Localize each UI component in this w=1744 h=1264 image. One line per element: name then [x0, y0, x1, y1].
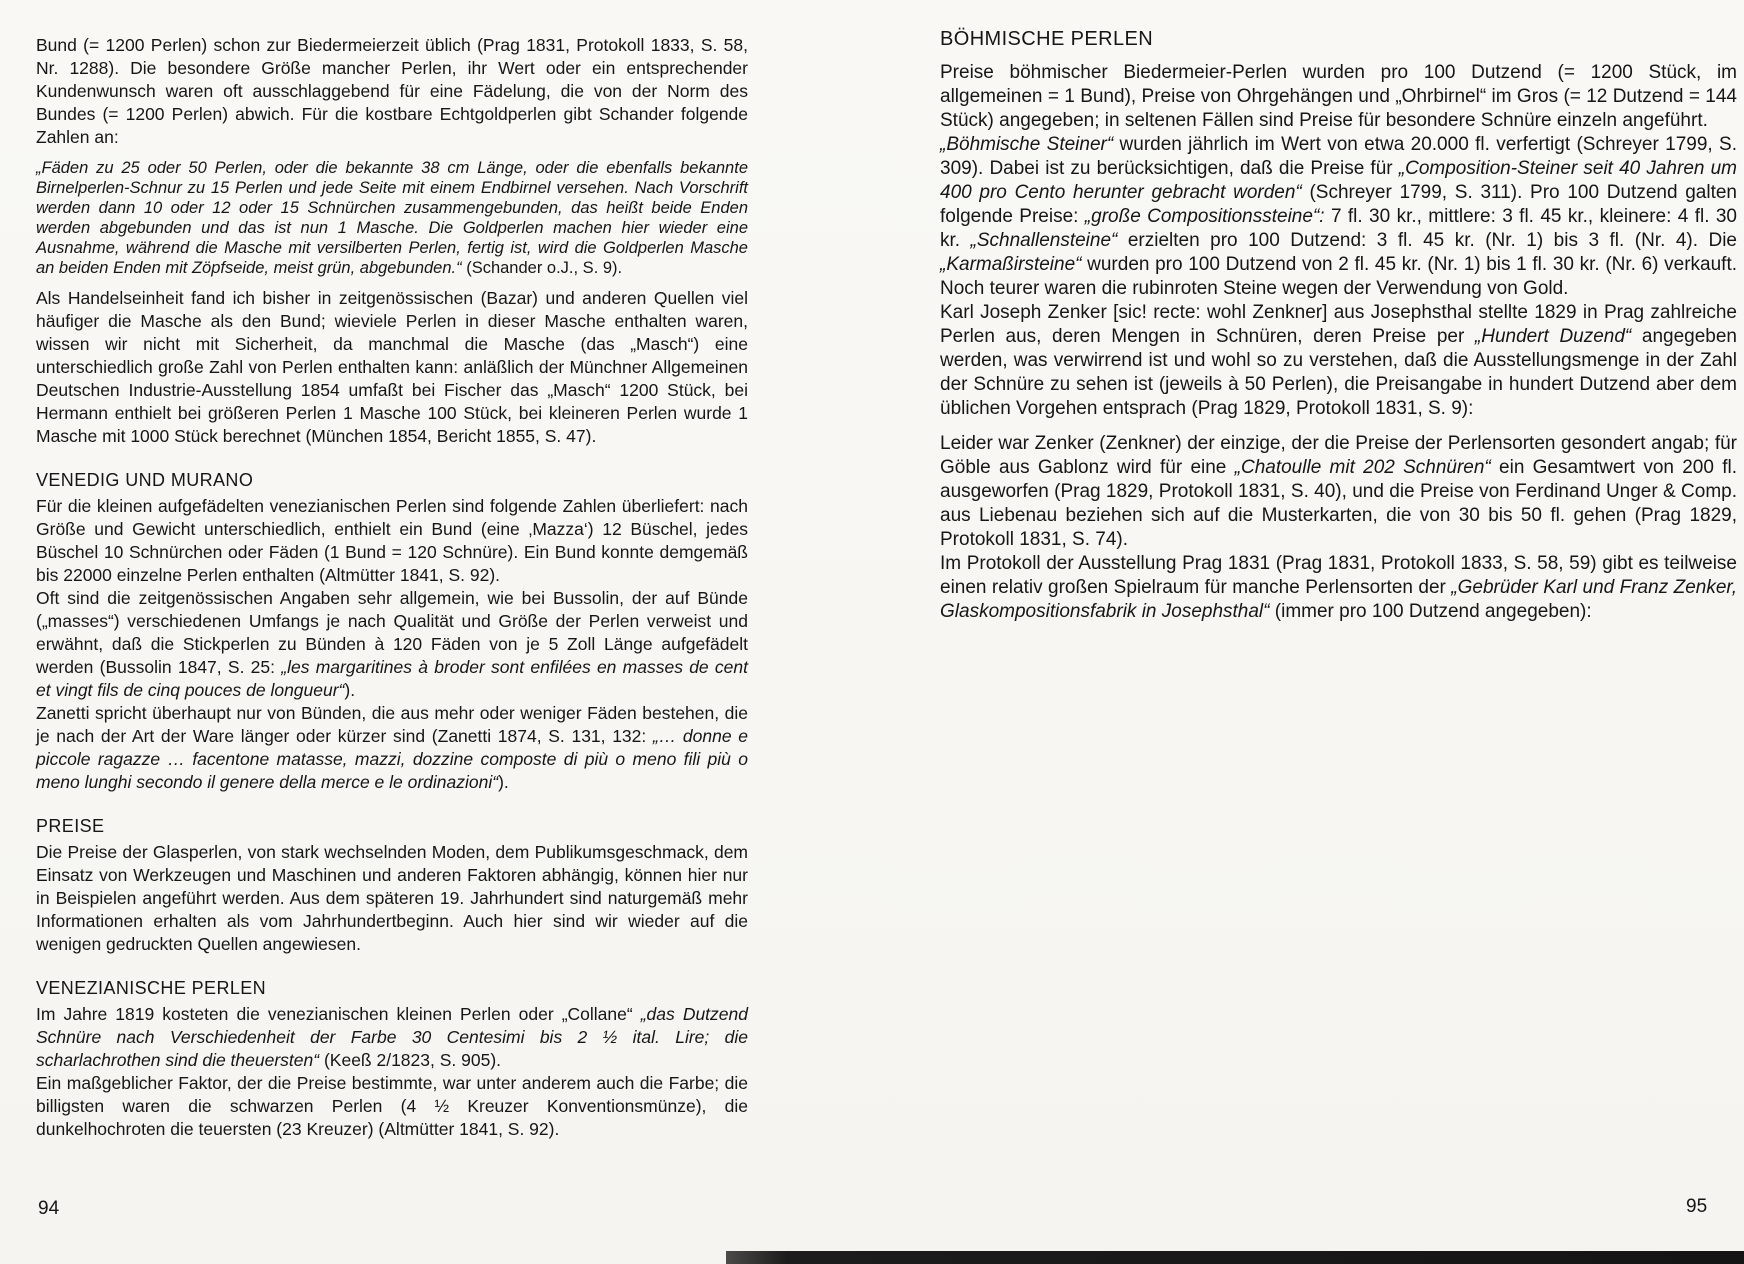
italic-quote-segment: „Fäden zu 25 oder 50 Perlen, oder die bekannte 38 cm Länge, oder die ebenfalls bekannte Birnelperlen-Schnur zu 15 Perlen und jede Seite mit einem Endbirnel versehen. Nach Vorschrift werden dann 10 oder 12 oder 15 Schnürchen zusammengebunden, das heißt beide Enden werden abgebunden und das ist nun 1 Masche. Die Goldperlen machen hier wieder eine Ausnahme, während die Masche mit versilberten Perlen, fertig ist, wird die Goldperlen Masche an beiden Enden mit Zöpfseide, meist grün, abgebunden.“ [36, 159, 748, 277]
italic-quote-segment: „Böhmische Steiner“ [940, 134, 1114, 155]
page-94 [36, 34, 748, 1141]
text-segment: Preise böhmischer Biedermeier-Perlen wurden pro 100 Dutzend (= 1200 Stück, im allgemeinen = 1 Bund), Preise von Ohrgehängen und „Ohrbirnel“ im Gros (= 12 Dutzend = 144 Stück) angegeben; in seltenen Fällen sind Preise für besondere Schnüre einzeln angeführt. [940, 62, 1737, 131]
text-segment: (Schander o.J., S. 9). [461, 259, 623, 277]
paragraph-karl-joseph-zenker [940, 301, 1737, 421]
text-segment: Karl Joseph Zenker [sic! recte: wohl Zenkner] aus Josephsthal stellte 1829 in Prag zahlreiche Perlen aus, deren Mengen in Schnüren, deren Preise per [940, 302, 1737, 347]
text-segment: ). [344, 680, 356, 700]
paragraph-boehmische-steiner [940, 133, 1737, 301]
blockquote-schander [36, 158, 748, 278]
italic-quote-segment: „Gebrüder Karl und Franz Zenker, Glaskompositionsfabrik in Josephsthal“ [940, 577, 1737, 622]
paragraph-bussolin [36, 587, 748, 702]
text-segment: ein Gesamtwert von 200 fl. ausgeworfen (Prag 1829, Protokoll 1831, S. 40), und die Preise von Ferdinand Unger & Comp. aus Liebenau beziehen sich auf die Musterkarten, die von 30 bis 50 fl. gehen (Prag 1829, Protokoll 1831, S. 74). [940, 457, 1737, 550]
italic-quote-segment: „les margaritines à broder sont enfilées en masses de cent et vingt fils de cinq pouces de longueur“ [36, 657, 748, 700]
italic-quote-segment: „Hundert Duzend“ [1474, 326, 1632, 347]
paragraph-collane-1819 [36, 1003, 748, 1072]
page-number-right: 95 [1686, 1196, 1708, 1217]
text-segment: (Keeß 2/1823, S. 905). [319, 1050, 502, 1070]
text-segment: Die Preise der Glasperlen, von stark wechselnden Moden, dem Publikumsgeschmack, dem Einsatz von Werkzeugen und Maschinen und anderen Faktoren abhängig, können hier nur in Beispielen angeführt werden. Aus dem späteren 19. Jahrhundert sind naturgemäß mehr Informationen erhalten als vom Jahrhundertbeginn. Auch hier sind wir wieder auf die wenigen gedruckten Quellen angewiesen. [36, 842, 748, 954]
heading-venezianische-perlen: VENEZIANISCHE PERLEN [36, 978, 267, 998]
page-number-left: 94 [38, 1198, 60, 1219]
text-segment: wurden jährlich im Wert von etwa 20.000 fl. verfertigt (Schreyer 1799, S. 309). Dabei ist zu berücksichtigen, daß die Preise für [940, 134, 1737, 179]
text-segment: Leider war Zenker (Zenkner) der einzige, der die Preise der Perlensorten gesondert angab; für Göble aus Gablonz wird für eine [940, 433, 1737, 478]
italic-quote-segment: „Composition-Steiner seit 40 Jahren um 400 pro Cento herunter gebracht worden“ [940, 158, 1738, 203]
text-segment: (immer pro 100 Dutzend angegeben): [1269, 601, 1592, 622]
paragraph-protokoll-1831 [940, 552, 1737, 624]
page-95 [940, 28, 1737, 637]
text-segment: Bund (= 1200 Perlen) schon zur Biedermeierzeit üblich (Prag 1831, Protokoll 1833, S. 58, Nr. 1288). Die besondere Größe mancher Perlen, ihr Wert oder ein entsprechender Kundenwunsch waren oft ausschlaggebend für eine Fädelung, die von der Norm des Bundes (= 1200 Perlen) abwich. Für die kostbare Echtgoldperlen gibt Schander folgende Zahlen an: [36, 35, 748, 147]
heading-boehmische-perlen: BÖHMISCHE PERLEN [940, 28, 1154, 50]
text-segment: erzielten pro 100 Dutzend: 3 fl. 45 kr. (Nr. 1) bis 3 fl. (Nr. 4). Die [1117, 230, 1737, 251]
paragraph-preise-glasperlen [36, 841, 748, 956]
paragraph-handelseinheit-masche [36, 287, 748, 448]
text-segment: Zanetti spricht überhaupt nur von Bünden, die aus mehr oder weniger Fäden bestehen, die je nach der Art der Ware länger oder kürzer sind (Zanetti 1874, S. 131, 132: [36, 703, 748, 746]
text-segment: Ein maßgeblicher Faktor, der die Preise bestimmte, war unter anderem auch die Farbe; die billigsten waren die schwarzen Perlen (4 ½ Kreuzer Konventionsmünze), die dunkelhochroten die teuersten (23 Kreuzer) (Altmütter 1841, S. 92). [36, 1073, 748, 1139]
paragraph-zanetti [36, 702, 748, 794]
paragraph-preise-boehmischer-perlen [940, 61, 1737, 133]
heading-venedig-und-murano: VENEDIG UND MURANO [36, 470, 254, 490]
italic-quote-segment: „Schnallensteine“ [970, 230, 1118, 251]
text-segment: ). [498, 772, 509, 792]
text-segment: (Schreyer 1799, S. 311). Pro 100 Dutzend galten folgende Preise: [940, 182, 1737, 227]
italic-quote-segment: „Karmaßirsteine“ [940, 254, 1082, 275]
text-segment: Oft sind die zeitgenössischen Angaben sehr allgemein, wie bei Bussolin, der auf Bünde („masses“) verschiedenen Umfangs je nach Qualität und Größe der Perlen verweist und erwähnt, daß die Stickperlen zu Bünden à 120 Fäden von je 5 Zoll Länge aufgefädelt werden (Bussolin 1847, S. 25: [36, 588, 748, 677]
paragraph-leider-zenker [940, 432, 1737, 552]
italic-quote-segment: „das Dutzend Schnüre nach Verschiedenheit der Farbe 30 Centesimi bis 2 ½ ital. Lire; die scharlachrothen sind die theuersten“ [36, 1004, 748, 1070]
paragraph-venezianische-zahlen [36, 495, 748, 587]
text-segment: angegeben werden, was verwirrend ist und wohl so zu verstehen, daß die Ausstellungsmenge in der Zahl der Schnüre zu sehen ist (jeweils à 50 Perlen), die Preisangabe in hundert Dutzend aber dem üblichen Vorgehen entsprach (Prag 1829, Protokoll 1831, S. 9): [940, 326, 1737, 419]
italic-quote-segment: „… donne e piccole ragazze … facentone matasse, mazzi, dozzine composte di più o meno fili più o meno lunghi secondo il genere della merce e le ordinazioni“ [36, 726, 748, 792]
text-segment: Als Handelseinheit fand ich bisher in zeitgenössischen (Bazar) und anderen Quellen viel häufiger die Masche als den Bund; wieviele Perlen in dieser Masche enthalten waren, wissen wir nicht mit Sicherheit, da manchmal die Masche (das „Masch“) eine unterschiedlich große Zahl von Perlen enthalten kann: anläßlich der Münchner Allgemeinen Deutschen Industrie-Ausstellung 1854 umfaßt bei Fischer das „Masch“ 1200 Stück, bei Hermann enthielt bei größeren Perlen 1 Masche 100 Stück, bei kleineren Perlen wurde 1 Masche mit 1000 Stück berechnet (München 1854, Bericht 1855, S. 47). [36, 288, 748, 446]
text-segment: Für die kleinen aufgefädelten venezianischen Perlen sind folgende Zahlen überliefert: nach Größe und Gewicht unterschiedlich, enthielt ein Bund (eine ‚Mazza‘) 12 Büschel, jedes Büschel 10 Schnürchen oder Fäden (1 Bund = 120 Schnüre). Ein Bund konnte demgemäß bis 22000 einzelne Perlen enthalten (Altmütter 1841, S. 92). [36, 496, 748, 585]
italic-quote-segment: „große Compositionssteine“: [1084, 206, 1325, 227]
text-segment: Im Jahre 1819 kosteten die venezianischen kleinen Perlen oder „Collane“ [36, 1004, 641, 1024]
scan-artifact-bar [726, 1251, 1744, 1264]
heading-preise: PREISE [36, 816, 105, 836]
text-segment: wurden pro 100 Dutzend von 2 fl. 45 kr. (Nr. 1) bis 1 fl. 30 kr. (Nr. 6) verkauft. Noch teurer waren die rubinroten Steine wegen der Verwendung von Gold. [940, 254, 1737, 299]
text-segment: Im Protokoll der Ausstellung Prag 1831 (Prag 1831, Protokoll 1833, S. 58, 59) gibt es teilweise einen relativ großen Spielraum für manche Perlensorten der [940, 553, 1737, 598]
paragraph-bund-continuation [36, 34, 748, 149]
text-segment: 7 fl. 30 kr., mittlere: 3 fl. 45 kr., kleinere: 4 fl. 30 kr. [940, 206, 1738, 251]
paragraph-farbe-preise [36, 1072, 748, 1141]
italic-quote-segment: „Chatoulle mit 202 Schnüren“ [1234, 457, 1491, 478]
